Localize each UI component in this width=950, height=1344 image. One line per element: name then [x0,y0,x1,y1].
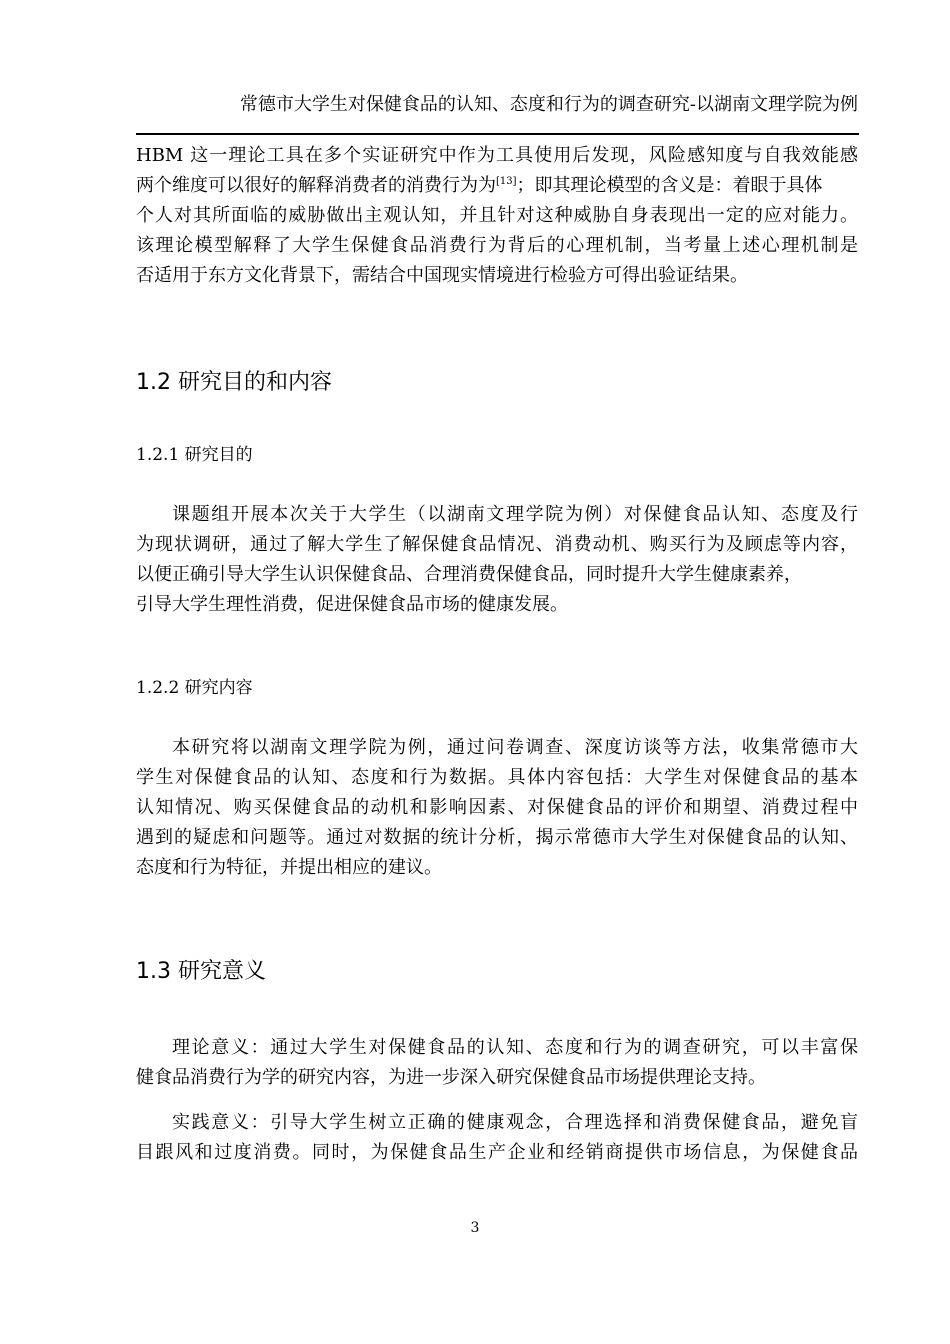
paragraph-line: 态度和行为特征，并提出相应的建议。 [136,857,442,878]
header-rule [136,133,859,135]
paragraph-line [136,171,858,201]
content-paragraph [136,733,858,883]
section-heading-1-3: 1.3 研究意义 [136,959,266,984]
page-number: 3 [470,1220,480,1236]
paragraph-line: 遇到的疑虑和问题等。通过对数据的统计分析，揭示常德市大学生对保健食品的认知、 [136,827,858,848]
paragraph-line: 为现状调研，通过了解大学生了解保健食品情况、消费动机、购买行为及顾虑等内容， [136,534,858,555]
section-heading-1-2: 1.2 研究目的和内容 [136,370,332,395]
paragraph-line: 学生对保健食品的认知、态度和行为数据。具体内容包括：大学生对保健食品的基本 [136,767,858,788]
theory-paragraph [136,1033,858,1093]
paragraph-line: 本研究将以湖南文理学院为例，通过问卷调查、深度访谈等方法，收集常德市大 [172,737,858,758]
paragraph-line: 实践意义：引导大学生树立正确的健康观念，合理选择和消费保健食品，避免盲 [172,1112,858,1133]
paragraph-line: HBM 这一理论工具在多个实证研究中作为工具使用后发现，风险感知度与自我效能感 [136,145,858,166]
paragraph-line: 理论意义：通过大学生对保健食品的认知、态度和行为的调查研究，可以丰富保 [172,1037,858,1058]
line-text: ；即其理论模型的含义是：着眼于具体 [516,175,823,196]
subsection-heading-1-2-1: 1.2.1 研究目的 [136,445,253,465]
line-text: 两个维度可以很好的解释消费者的消费行为为 [136,175,496,196]
paragraph-line: 认知情况、购买保健食品的动机和影响因素、对保健食品的评价和期望、消费过程中 [136,797,858,818]
paragraph-line: 课题组开展本次关于大学生（以湖南文理学院为例）对保健食品认知、态度及行 [172,504,858,525]
paragraph-line: 个人对其所面临的威胁做出主观认知，并且针对这种威胁自身表现出一定的应对能力。 [136,205,858,226]
intro-paragraph [136,141,858,291]
practice-paragraph [136,1108,858,1168]
citation: [13] [496,176,517,187]
paragraph-line: 目跟风和过度消费。同时，为保健食品生产企业和经销商提供市场信息，为保健食品 [136,1142,858,1163]
paragraph-line: 该理论模型解释了大学生保健食品消费行为背后的心理机制，当考量上述心理机制是 [136,235,858,256]
paragraph-line: 健食品消费行为学的研究内容，为进一步深入研究保健食品市场提供理论支持。 [136,1067,766,1088]
purpose-paragraph [136,500,858,620]
subsection-heading-1-2-2: 1.2.2 研究内容 [136,678,253,698]
paragraph-line: 以便正确引导大学生认识保健食品、合理消费保健食品，同时提升大学生健康素养， [136,564,802,585]
paragraph-line: 否适用于东方文化背景下，需结合中国现实情境进行检验方可得出验证结果。 [136,265,748,286]
running-header: 常德市大学生对保健食品的认知、态度和行为的调查研究-以湖南文理学院为例 [239,94,858,115]
paragraph-line: 引导大学生理性消费，促进保健食品市场的健康发展。 [136,594,568,615]
